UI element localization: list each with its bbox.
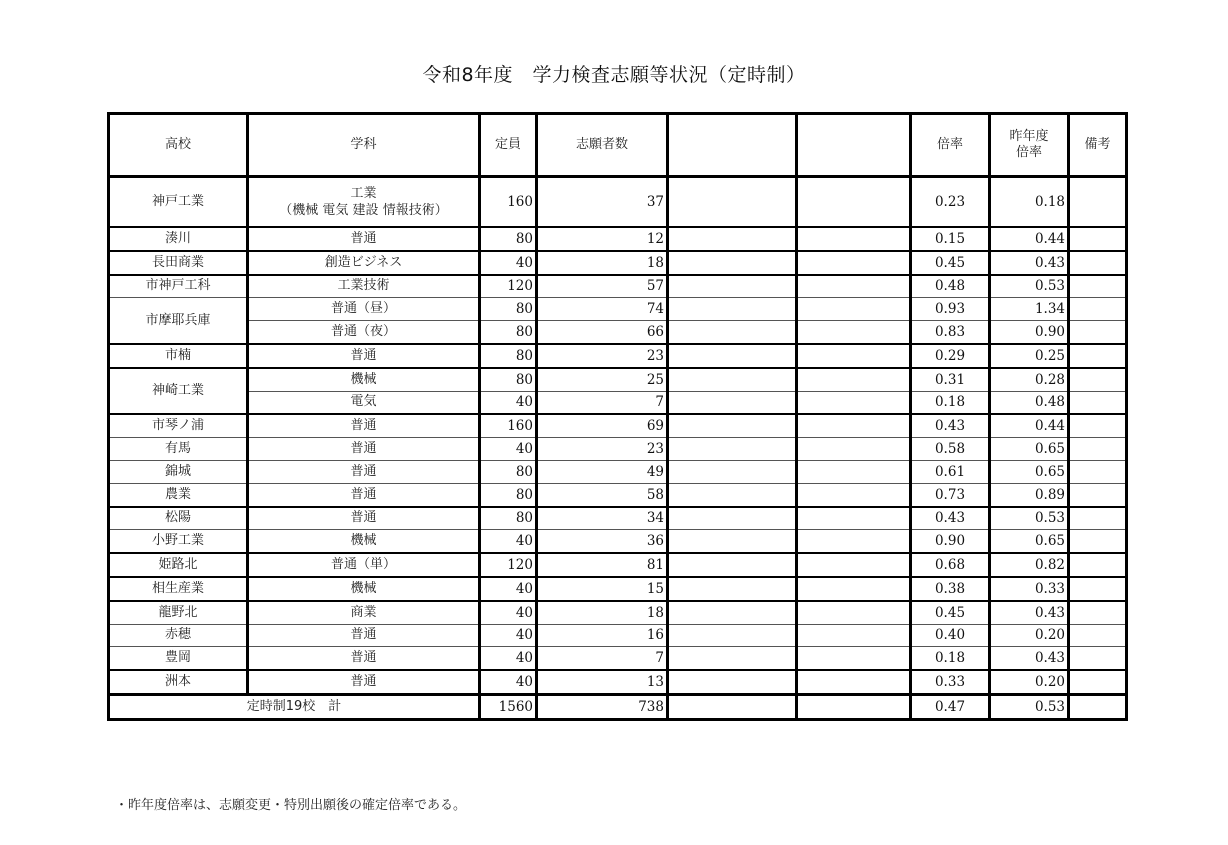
- table-row: [109, 624, 1127, 647]
- capacity-cell: 40: [480, 438, 537, 461]
- blank-cell-2: [797, 647, 911, 670]
- ratio-cell: 0.33: [911, 670, 990, 694]
- school-cell: 市楠: [109, 344, 248, 368]
- prev-ratio-cell: 0.18: [990, 177, 1069, 228]
- total-ratio: 0.47: [911, 694, 990, 719]
- ratio-cell: 0.73: [911, 483, 990, 506]
- department-cell: 普通（夜）: [248, 321, 480, 344]
- total-prev-ratio: 0.53: [990, 694, 1069, 719]
- ratio-cell: 0.29: [911, 344, 990, 368]
- blank-cell-1: [668, 460, 797, 483]
- remarks-cell: [1069, 321, 1127, 344]
- table-row: [109, 530, 1127, 553]
- applications-table: [107, 112, 1128, 721]
- applicants-cell: 58: [537, 483, 668, 506]
- applicants-cell: 15: [537, 577, 668, 601]
- department-cell: 普通: [248, 344, 480, 368]
- blank-cell-2: [797, 414, 911, 437]
- department-cell: [248, 177, 480, 228]
- table-row: [109, 670, 1127, 694]
- ratio-cell: 0.58: [911, 438, 990, 461]
- blank-cell-2: [797, 460, 911, 483]
- blank-cell-2: [797, 298, 911, 321]
- prev-ratio-cell: 0.82: [990, 553, 1069, 577]
- capacity-cell: 40: [480, 251, 537, 275]
- ratio-cell: 0.90: [911, 530, 990, 553]
- ratio-cell: 0.40: [911, 624, 990, 647]
- department-cell: 普通: [248, 414, 480, 437]
- blank-cell-2: [797, 321, 911, 344]
- blank-cell-1: [668, 227, 797, 251]
- prev-ratio-cell: 0.28: [990, 368, 1069, 391]
- blank-cell-2: [797, 251, 911, 275]
- prev-ratio-cell: 0.44: [990, 227, 1069, 251]
- remarks-cell: [1069, 227, 1127, 251]
- department-cell: 機械: [248, 530, 480, 553]
- blank-cell-1: [668, 321, 797, 344]
- blank-cell-1: [668, 368, 797, 391]
- header-prev-ratio-line2: 倍率: [1015, 145, 1042, 160]
- prev-ratio-cell: 0.89: [990, 483, 1069, 506]
- remarks-cell: [1069, 275, 1127, 298]
- remarks-cell: [1069, 577, 1127, 601]
- remarks-cell: [1069, 298, 1127, 321]
- capacity-cell: 40: [480, 647, 537, 670]
- prev-ratio-cell: 1.34: [990, 298, 1069, 321]
- school-cell: 農業: [109, 483, 248, 506]
- applicants-cell: 7: [537, 647, 668, 670]
- header-prev-ratio: [990, 114, 1069, 177]
- blank-cell-1: [668, 391, 797, 414]
- department-cell: 機械: [248, 368, 480, 391]
- blank-cell-1: [668, 530, 797, 553]
- blank-cell-1: [668, 298, 797, 321]
- applicants-cell: 18: [537, 601, 668, 624]
- ratio-cell: 0.61: [911, 460, 990, 483]
- header-applicants: 志願者数: [537, 114, 668, 177]
- table-row: [109, 577, 1127, 601]
- blank-cell-2: [797, 483, 911, 506]
- capacity-cell: 160: [480, 177, 537, 228]
- department-cell: 普通: [248, 624, 480, 647]
- remarks-cell: [1069, 647, 1127, 670]
- table-row: [109, 344, 1127, 368]
- department-cell: 普通: [248, 670, 480, 694]
- header-prev-ratio-line1: 昨年度: [1009, 129, 1049, 144]
- school-cell: 龍野北: [109, 601, 248, 624]
- prev-ratio-cell: 0.65: [990, 530, 1069, 553]
- blank-cell-2: [797, 530, 911, 553]
- applicants-cell: 49: [537, 460, 668, 483]
- prev-ratio-cell: 0.20: [990, 670, 1069, 694]
- school-cell: 有馬: [109, 438, 248, 461]
- prev-ratio-cell: 0.25: [990, 344, 1069, 368]
- school-cell: 長田商業: [109, 251, 248, 275]
- capacity-cell: 80: [480, 321, 537, 344]
- table-row: [109, 507, 1127, 530]
- department-cell: 普通: [248, 483, 480, 506]
- table-row: [109, 483, 1127, 506]
- applicants-cell: 36: [537, 530, 668, 553]
- department-cell: 普通: [248, 647, 480, 670]
- header-capacity: 定員: [480, 114, 537, 177]
- department-cell: 普通: [248, 460, 480, 483]
- total-label: 定時制19校 計: [109, 694, 480, 719]
- ratio-cell: 0.45: [911, 601, 990, 624]
- applicants-cell: 12: [537, 227, 668, 251]
- ratio-cell: 0.31: [911, 368, 990, 391]
- applicants-cell: 16: [537, 624, 668, 647]
- blank-cell-1: [668, 577, 797, 601]
- ratio-cell: 0.48: [911, 275, 990, 298]
- blank-cell-2: [797, 177, 911, 228]
- header-department: 学科: [248, 114, 480, 177]
- capacity-cell: 80: [480, 298, 537, 321]
- total-applicants: 738: [537, 694, 668, 719]
- remarks-cell: [1069, 414, 1127, 437]
- footnote: ・昨年度倍率は、志願変更・特別出願後の確定倍率である。: [115, 798, 467, 813]
- applicants-cell: 13: [537, 670, 668, 694]
- remarks-cell: [1069, 670, 1127, 694]
- applicants-cell: 25: [537, 368, 668, 391]
- blank-cell-1: [668, 177, 797, 228]
- total-blank-1: [668, 694, 797, 719]
- prev-ratio-cell: 0.90: [990, 321, 1069, 344]
- total-capacity: 1560: [480, 694, 537, 719]
- prev-ratio-cell: 0.53: [990, 275, 1069, 298]
- department-cell: 普通: [248, 507, 480, 530]
- applicants-cell: 23: [537, 344, 668, 368]
- ratio-cell: 0.45: [911, 251, 990, 275]
- table-row: [109, 177, 1127, 228]
- remarks-cell: [1069, 177, 1127, 228]
- capacity-cell: 120: [480, 553, 537, 577]
- blank-cell-1: [668, 438, 797, 461]
- blank-cell-1: [668, 275, 797, 298]
- table-row: [109, 368, 1127, 391]
- header-blank-2: [797, 114, 911, 177]
- capacity-cell: 40: [480, 530, 537, 553]
- ratio-cell: 0.68: [911, 553, 990, 577]
- header-blank-1: [668, 114, 797, 177]
- school-cell: 松陽: [109, 507, 248, 530]
- prev-ratio-cell: 0.44: [990, 414, 1069, 437]
- capacity-cell: 80: [480, 227, 537, 251]
- school-cell: 相生産業: [109, 577, 248, 601]
- school-cell: 市琴ノ浦: [109, 414, 248, 437]
- blank-cell-1: [668, 483, 797, 506]
- department-line1: 工業: [350, 186, 377, 201]
- prev-ratio-cell: 0.65: [990, 460, 1069, 483]
- school-cell: 市摩耶兵庫: [109, 298, 248, 344]
- capacity-cell: 80: [480, 368, 537, 391]
- prev-ratio-cell: 0.48: [990, 391, 1069, 414]
- ratio-cell: 0.83: [911, 321, 990, 344]
- applicants-cell: 81: [537, 553, 668, 577]
- school-cell: 湊川: [109, 227, 248, 251]
- blank-cell-1: [668, 553, 797, 577]
- blank-cell-2: [797, 507, 911, 530]
- table-row: [109, 414, 1127, 437]
- remarks-cell: [1069, 344, 1127, 368]
- prev-ratio-cell: 0.43: [990, 647, 1069, 670]
- capacity-cell: 80: [480, 507, 537, 530]
- capacity-cell: 40: [480, 577, 537, 601]
- header-school: 高校: [109, 114, 248, 177]
- department-cell: 創造ビジネス: [248, 251, 480, 275]
- header-remarks: 備考: [1069, 114, 1127, 177]
- prev-ratio-cell: 0.33: [990, 577, 1069, 601]
- remarks-cell: [1069, 601, 1127, 624]
- ratio-cell: 0.15: [911, 227, 990, 251]
- school-cell: 小野工業: [109, 530, 248, 553]
- blank-cell-1: [668, 670, 797, 694]
- total-remarks: [1069, 694, 1127, 719]
- ratio-cell: 0.38: [911, 577, 990, 601]
- applicants-cell: 18: [537, 251, 668, 275]
- prev-ratio-cell: 0.43: [990, 601, 1069, 624]
- table-row: [109, 321, 1127, 344]
- page-title: 令和8年度 学力検査志願等状況（定時制）: [422, 64, 806, 86]
- department-cell: 普通（昼）: [248, 298, 480, 321]
- capacity-cell: 40: [480, 624, 537, 647]
- blank-cell-2: [797, 391, 911, 414]
- capacity-cell: 40: [480, 670, 537, 694]
- blank-cell-2: [797, 438, 911, 461]
- ratio-cell: 0.93: [911, 298, 990, 321]
- school-cell: 洲本: [109, 670, 248, 694]
- department-cell: 機械: [248, 577, 480, 601]
- header-ratio: 倍率: [911, 114, 990, 177]
- ratio-cell: 0.18: [911, 391, 990, 414]
- department-cell: 普通: [248, 227, 480, 251]
- blank-cell-1: [668, 624, 797, 647]
- table-row: [109, 553, 1127, 577]
- applicants-cell: 57: [537, 275, 668, 298]
- school-cell: 錦城: [109, 460, 248, 483]
- school-cell: 神崎工業: [109, 368, 248, 415]
- remarks-cell: [1069, 391, 1127, 414]
- prev-ratio-cell: 0.20: [990, 624, 1069, 647]
- blank-cell-1: [668, 507, 797, 530]
- table-row: [109, 391, 1127, 414]
- table-row: [109, 251, 1127, 275]
- table-row: [109, 460, 1127, 483]
- remarks-cell: [1069, 624, 1127, 647]
- remarks-cell: [1069, 507, 1127, 530]
- blank-cell-2: [797, 601, 911, 624]
- prev-ratio-cell: 0.53: [990, 507, 1069, 530]
- total-blank-2: [797, 694, 911, 719]
- applicants-cell: 37: [537, 177, 668, 228]
- school-cell: 市神戸工科: [109, 275, 248, 298]
- header-row: [109, 114, 1127, 177]
- applicants-cell: 66: [537, 321, 668, 344]
- blank-cell-1: [668, 344, 797, 368]
- applicants-cell: 23: [537, 438, 668, 461]
- blank-cell-2: [797, 344, 911, 368]
- school-cell: 豊岡: [109, 647, 248, 670]
- applicants-cell: 74: [537, 298, 668, 321]
- table-row: [109, 275, 1127, 298]
- remarks-cell: [1069, 251, 1127, 275]
- remarks-cell: [1069, 460, 1127, 483]
- blank-cell-2: [797, 368, 911, 391]
- department-cell: 工業技術: [248, 275, 480, 298]
- prev-ratio-cell: 0.43: [990, 251, 1069, 275]
- blank-cell-2: [797, 553, 911, 577]
- table-row: [109, 647, 1127, 670]
- blank-cell-1: [668, 601, 797, 624]
- capacity-cell: 40: [480, 391, 537, 414]
- department-cell: 普通: [248, 438, 480, 461]
- school-cell: 赤穂: [109, 624, 248, 647]
- remarks-cell: [1069, 483, 1127, 506]
- remarks-cell: [1069, 438, 1127, 461]
- table-row: [109, 438, 1127, 461]
- blank-cell-1: [668, 414, 797, 437]
- school-cell: 神戸工業: [109, 177, 248, 228]
- department-cell: 電気: [248, 391, 480, 414]
- table-row: [109, 601, 1127, 624]
- prev-ratio-cell: 0.65: [990, 438, 1069, 461]
- blank-cell-1: [668, 647, 797, 670]
- remarks-cell: [1069, 553, 1127, 577]
- table-row: [109, 227, 1127, 251]
- capacity-cell: 160: [480, 414, 537, 437]
- blank-cell-2: [797, 670, 911, 694]
- applicants-cell: 34: [537, 507, 668, 530]
- table-row: [109, 298, 1127, 321]
- department-cell: 普通（単）: [248, 553, 480, 577]
- applicants-cell: 7: [537, 391, 668, 414]
- blank-cell-2: [797, 624, 911, 647]
- remarks-cell: [1069, 530, 1127, 553]
- capacity-cell: 40: [480, 601, 537, 624]
- department-line2: （機械 電気 建設 情報技術）: [279, 203, 448, 218]
- ratio-cell: 0.43: [911, 414, 990, 437]
- capacity-cell: 80: [480, 483, 537, 506]
- ratio-cell: 0.43: [911, 507, 990, 530]
- ratio-cell: 0.18: [911, 647, 990, 670]
- ratio-cell: 0.23: [911, 177, 990, 228]
- applicants-cell: 69: [537, 414, 668, 437]
- school-cell: 姫路北: [109, 553, 248, 577]
- capacity-cell: 80: [480, 460, 537, 483]
- total-row: [109, 694, 1127, 719]
- blank-cell-1: [668, 251, 797, 275]
- department-cell: 商業: [248, 601, 480, 624]
- capacity-cell: 80: [480, 344, 537, 368]
- remarks-cell: [1069, 368, 1127, 391]
- blank-cell-2: [797, 227, 911, 251]
- blank-cell-2: [797, 275, 911, 298]
- blank-cell-2: [797, 577, 911, 601]
- capacity-cell: 120: [480, 275, 537, 298]
